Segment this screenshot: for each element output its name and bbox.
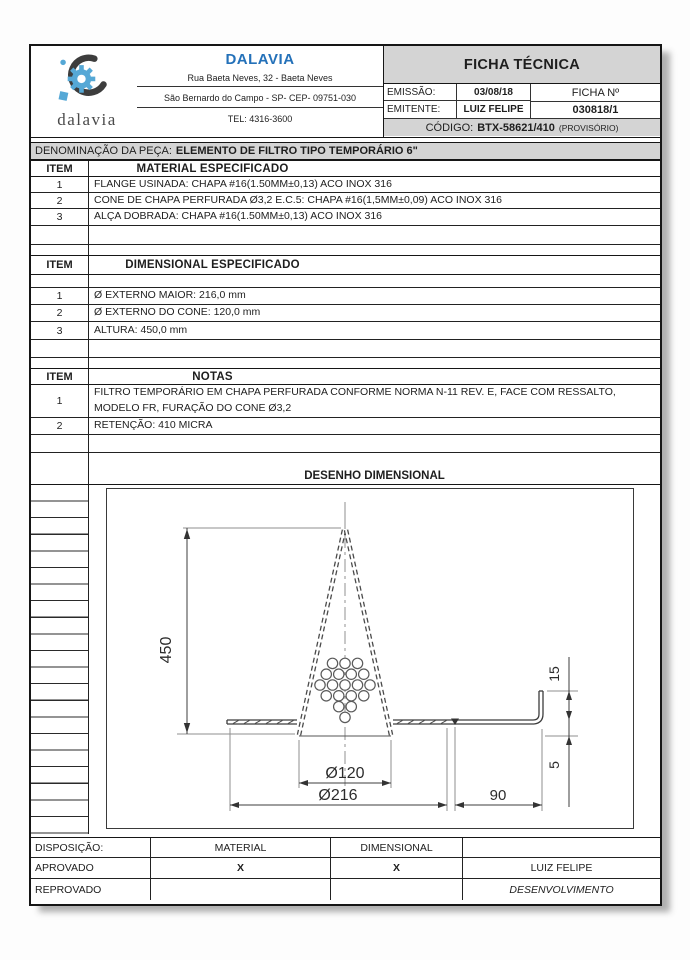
flange-hatch-icon <box>233 720 447 723</box>
table-row: 1 FLANGE USINADA: CHAPA #16(1.50MM±0,13) ACO INOX 316 <box>31 177 660 193</box>
material-title: MATERIAL ESPECIFICADO <box>136 162 289 175</box>
address-line-3: TEL: 4316-3600 <box>227 114 293 124</box>
company-logo <box>37 49 137 130</box>
emissao-value: 03/08/18 <box>456 84 530 101</box>
notas-section <box>31 368 660 468</box>
approval-footer <box>31 837 660 900</box>
codigo-label: CÓDIGO: <box>425 121 474 134</box>
desenho-header <box>31 468 660 485</box>
aprovado-label: APROVADO <box>31 858 151 878</box>
ficha-no-label: FICHA Nº <box>530 84 660 101</box>
emitente-label: EMITENTE: <box>387 104 441 115</box>
table-row: 3 ALTURA: 450,0 mm <box>31 322 660 340</box>
reprovado-label: REPROVADO <box>31 879 151 900</box>
item-column-header: ITEM <box>31 369 89 384</box>
denominacao-label: DENOMINAÇÃO DA PEÇA: <box>35 145 172 157</box>
aprovado-por: LUIZ FELIPE <box>530 862 593 874</box>
dim-aba: 15 <box>546 666 562 682</box>
left-grid-rows <box>31 485 89 834</box>
emissao-label: EMISSÃO: <box>384 84 456 101</box>
empty-row <box>31 245 660 255</box>
aprovado-dimensional-mark: X <box>331 858 463 878</box>
logo-wordmark: dalavia <box>57 110 117 129</box>
filter-element-drawing <box>107 489 632 827</box>
table-row: 2 Ø EXTERNO DO CONE: 120,0 mm <box>31 305 660 322</box>
dimensional-section <box>31 255 660 368</box>
codigo-suffix: (PROVISÓRIO) <box>558 122 619 133</box>
material-col-header: MATERIAL <box>151 838 331 857</box>
dim-diametro-flange: Ø216 <box>318 787 358 804</box>
codigo-value: BTX-58621/410 <box>477 121 555 134</box>
item-column-header: ITEM <box>31 256 89 274</box>
ficha-tecnica-sheet <box>29 44 662 906</box>
table-row: 2 CONE DE CHAPA PERFURADA Ø3,2 E.C.5: CHAPA #16(1,5MM±0,09) ACO INOX 316 <box>31 193 660 209</box>
document-title: FICHA TÉCNICA <box>384 46 660 84</box>
denominacao-value: ELEMENTO DE FILTRO TIPO TEMPORÁRIO 6" <box>175 145 418 157</box>
empty-row <box>31 358 660 368</box>
material-header <box>31 160 660 177</box>
address-line-1: Rua Baeta Neves, 32 - Baeta Neves <box>137 72 383 87</box>
emitente-value: LUIZ FELIPE <box>456 101 530 118</box>
company-block <box>31 46 383 137</box>
item-column-header: ITEM <box>31 161 89 176</box>
dimensional-header <box>31 255 660 275</box>
dim-ressalto: 5 <box>546 761 562 769</box>
notas-header <box>31 368 660 385</box>
drawing-zone <box>31 485 660 837</box>
table-row <box>31 879 660 900</box>
setor-label: DESENVOLVIMENTO <box>509 883 614 896</box>
table-row: 1 FILTRO TEMPORÁRIO EM CHAPA PERFURADA CONFORME NORMA N-11 REV. E, FACE COM RESSALTO, MODELO FR, FURAÇÃO DO CONE Ø3,2 <box>31 385 660 418</box>
aprovado-material-mark: X <box>151 858 331 878</box>
nota-line-1: FILTRO TEMPORÁRIO EM CHAPA PERFURADA CONFORME NORMA N-11 REV. E, FACE COM RESSALTO, <box>94 386 616 399</box>
perforation-pattern-icon <box>315 658 375 722</box>
empty-row <box>31 340 660 358</box>
dim-altura: 450 <box>158 636 175 664</box>
document-meta <box>384 84 660 118</box>
empty-row <box>31 226 660 245</box>
codigo-row <box>384 118 660 136</box>
empty-row <box>31 275 660 288</box>
ficha-no-value: 030818/1 <box>530 101 660 118</box>
table-row <box>31 838 660 858</box>
nota-line-2: MODELO FR, FURAÇÃO DO CONE Ø3,2 <box>94 402 292 414</box>
notas-title: NOTAS <box>192 370 233 383</box>
dimensional-title: DIMENSIONAL ESPECIFICADO <box>125 259 300 271</box>
company-name: DALAVIA <box>225 51 295 68</box>
denominacao-row <box>31 142 660 160</box>
document-head <box>383 46 660 137</box>
dimensional-col-header: DIMENSIONAL <box>331 838 463 857</box>
material-section <box>31 160 660 255</box>
table-row <box>31 858 660 879</box>
company-address <box>137 46 383 128</box>
dim-alca: 90 <box>489 787 507 804</box>
disposicao-label: DISPOSIÇÃO: <box>31 838 151 857</box>
table-row: 2 RETENÇÃO: 410 MICRA <box>31 418 660 435</box>
gear-swirl-logo-icon <box>41 49 133 107</box>
address-line-2: São Bernardo do Campo - SP- CEP- 09751-030 <box>137 87 383 108</box>
header <box>31 46 660 138</box>
table-row: 3 ALÇA DOBRADA: CHAPA #16(1.50MM±0,13) ACO INOX 316 <box>31 209 660 226</box>
table-row: 1 Ø EXTERNO MAIOR: 216,0 mm <box>31 288 660 305</box>
empty-row <box>31 453 660 468</box>
dim-diametro-cone: Ø120 <box>325 765 365 782</box>
empty-row <box>31 435 660 453</box>
technical-drawing <box>106 488 634 829</box>
desenho-title: DESENHO DIMENSIONAL <box>304 470 445 482</box>
